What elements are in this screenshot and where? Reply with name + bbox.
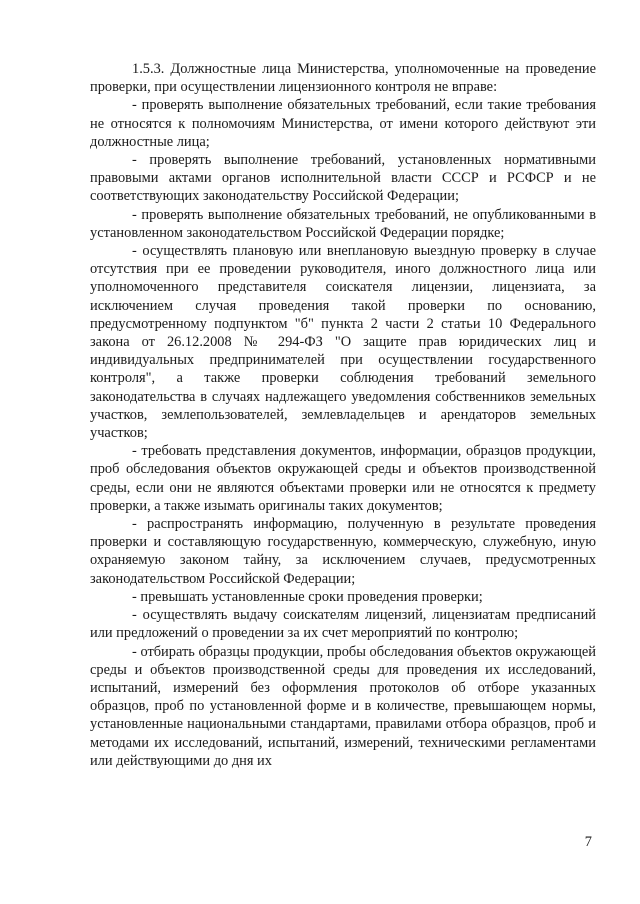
page-number: 7: [584, 834, 592, 850]
document-body: [90, 60, 596, 770]
list-item: - отбирать образцы продукции, пробы обследования объектов окружающей среды и объектов производственной среды для проведения их исследований, испытаний, измерений без оформления протоколов об отборе указанных образцов, проб по установленной форме и в количестве, превышающем нормы, установленные национальными стандартами, правилами отбора образцов, проб и методами их исследований, испытаний, измерений, техническими регламентами или действующими до дня их: [90, 643, 596, 769]
list-item: - проверять выполнение обязательных требований, если такие требования не относятся к полномочиям Министерства, от имени которого действуют эти должностные лица;: [90, 97, 596, 150]
list-item: - проверять выполнение обязательных требований, не опубликованными в установленном законодательством Российской Федерации порядке;: [90, 206, 596, 241]
list-item: - проверять выполнение требований, установленных нормативными правовыми актами органов исполнительной власти СССР и РСФСР и не соответствующих законодательству Российской Федерации;: [90, 152, 596, 205]
section-paragraph: 1.5.3. Должностные лица Министерства, уполномоченные на проведение проверки, при осуществлении лицензионного контроля не вправе:: [90, 61, 596, 96]
list-item: - распространять информацию, полученную в результате проведения проверки и составляющую государственную, коммерческую, служебную, иную охраняемую законом тайну, за исключением случаев, предусмотренных законодательством Российской Федерации;: [90, 516, 596, 587]
list-item: - осуществлять плановую или внеплановую выездную проверку в случае отсутствия при ее проведении руководителя, иного должностного лица или уполномоченного представителя соискателя лицензии, лицензиата, за исключением случая проведения такой проверки по основанию, предусмотренному подпунктом "б" пункта 2 части 2 статьи 10 Федерального закона от 26.12.2008 № 294-ФЗ "О защите прав юридических лиц и индивидуальных предпринимателей при осуществлении государственного контроля", а также проверки соблюдения требований земельного законодательства в случаях надлежащего уведомления собственников земельных участков, землепользователей, землевладельцев и арендаторов земельных участков;: [90, 243, 596, 442]
list-item: - превышать установленные сроки проведения проверки;: [132, 588, 483, 605]
list-item: - требовать представления документов, информации, образцов продукции, проб обследования объектов окружающей среды и объектов производственной среды, если они не являются объектами проверки или не относятся к предмету проверки, а также изымать оригиналы таких документов;: [90, 443, 596, 514]
list-item: - осуществлять выдачу соискателям лицензий, лицензиатам предписаний или предложений о проведении за их счет мероприятий по контролю;: [90, 607, 596, 642]
